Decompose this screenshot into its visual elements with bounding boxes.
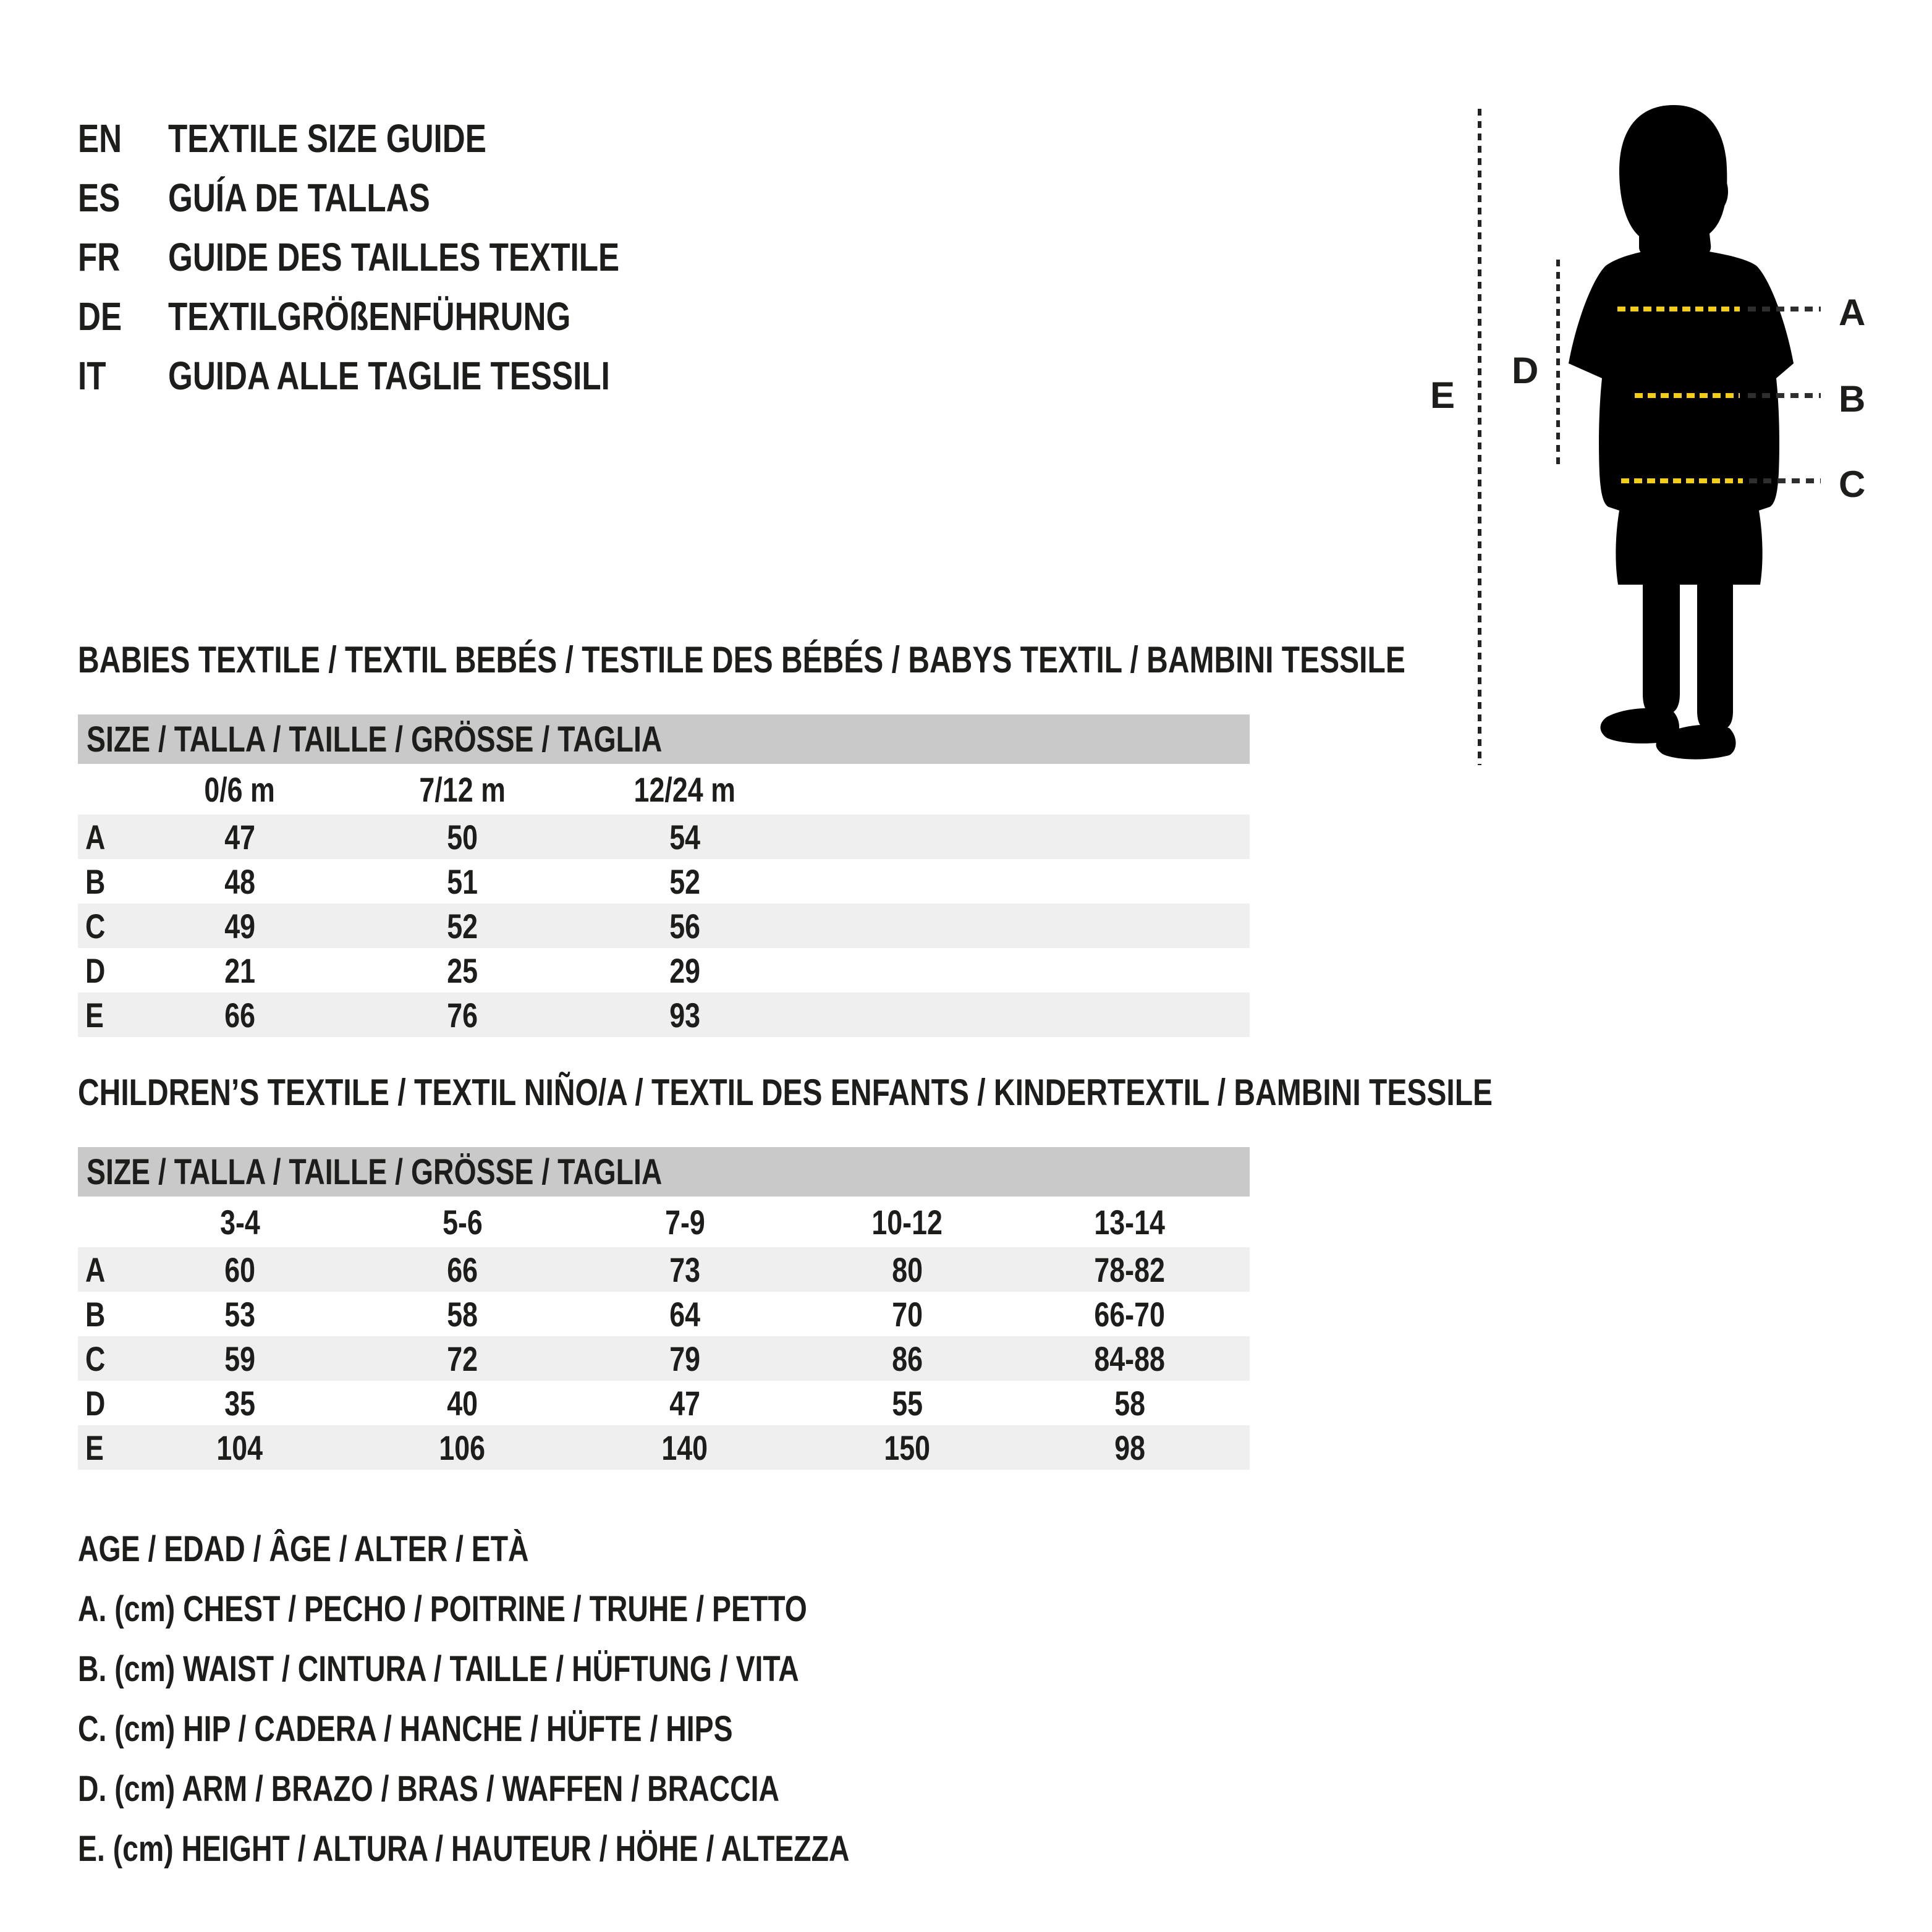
cell-value: 60 [224, 1250, 255, 1289]
figure-label-C: C [1839, 464, 1866, 505]
babies-column-header: 7/12 m [419, 769, 506, 809]
row-label: A [85, 1250, 106, 1289]
children-column-header: 7-9 [664, 1202, 705, 1242]
language-title: GUIDE DES TAILLES TEXTILE [168, 235, 620, 279]
arm-measure-dotted-line-D [1556, 260, 1560, 470]
cell-value: 84-88 [1094, 1339, 1166, 1378]
silhouette-torso [1569, 247, 1794, 585]
cell-value: 66 [224, 995, 255, 1035]
chest-line-A-yellow [1617, 307, 1740, 311]
language-row [78, 227, 732, 287]
cell-value: 104 [216, 1428, 263, 1467]
figure-label-E: E [1430, 375, 1455, 416]
language-row [78, 287, 732, 346]
language-code: ES [78, 176, 121, 220]
babies-size-header-bar [78, 714, 1250, 764]
hip-line-C-extension [1749, 478, 1821, 483]
cell-value: 52 [669, 862, 700, 901]
babies-column-header: 0/6 m [204, 769, 276, 809]
cell-value: 76 [447, 995, 478, 1035]
children-column-header: 10-12 [871, 1202, 943, 1242]
silhouette-hair [1701, 171, 1728, 213]
row-label: C [85, 906, 106, 946]
children-column-header: 5-6 [442, 1202, 483, 1242]
legend-text: D. (cm) ARM / BRAZO / BRAS / WAFFEN / BRACCIA [78, 1769, 780, 1809]
children-size-header-bar [78, 1147, 1250, 1197]
children-heading-text: CHILDREN’S TEXTILE / TEXTIL NIÑO/A / TEXTIL DES ENFANTS / KINDERTEXTIL / BAMBINI TESSILE [78, 1072, 1493, 1113]
table-row [78, 993, 1250, 1037]
cell-value: 70 [892, 1294, 923, 1334]
row-label: C [85, 1339, 106, 1378]
cell-value: 56 [669, 906, 700, 946]
legend-line-height [78, 1819, 1043, 1879]
row-label: D [85, 1383, 106, 1423]
cell-value: 72 [447, 1339, 478, 1378]
babies-column-header: 12/24 m [633, 769, 736, 809]
legend-line-age [78, 1519, 1043, 1579]
cell-value: 150 [884, 1428, 931, 1467]
table-row [78, 1425, 1250, 1470]
table-row [78, 815, 1250, 859]
language-code: DE [78, 294, 122, 339]
cell-value: 53 [224, 1294, 255, 1334]
legend-text: AGE / EDAD / ÂGE / ALTER / ETÀ [78, 1529, 529, 1569]
legend-line-hip [78, 1699, 1043, 1759]
language-title: GUÍA DE TALLAS [168, 176, 430, 220]
figure-label-D: D [1512, 350, 1539, 391]
cell-value: 93 [669, 995, 700, 1035]
children-column-header-row [78, 1197, 1250, 1247]
cell-value: 59 [224, 1339, 255, 1378]
table-row [78, 948, 1250, 993]
legend-line-arm [78, 1759, 1043, 1819]
cell-value: 40 [447, 1383, 478, 1423]
cell-value: 78-82 [1094, 1250, 1166, 1289]
language-title: TEXTILE SIZE GUIDE [168, 116, 486, 161]
legend-text: B. (cm) WAIST / CINTURA / TAILLE / HÜFTUNG / VITA [78, 1649, 799, 1689]
waist-line-B-yellow [1635, 393, 1740, 398]
cell-value: 58 [447, 1294, 478, 1334]
cell-value: 54 [669, 817, 700, 857]
cell-value: 47 [224, 817, 255, 857]
cell-value: 21 [224, 951, 255, 990]
cell-value: 49 [224, 906, 255, 946]
table-row [78, 1381, 1250, 1425]
cell-value: 140 [661, 1428, 708, 1467]
babies-size-table [78, 714, 1250, 1037]
language-code: FR [78, 235, 121, 279]
row-label: B [85, 862, 106, 901]
cell-value: 48 [224, 862, 255, 901]
legend-text: C. (cm) HIP / CADERA / HANCHE / HÜFTE / HIPS [78, 1709, 733, 1749]
cell-value: 50 [447, 817, 478, 857]
children-column-header: 3-4 [219, 1202, 260, 1242]
cell-value: 52 [447, 906, 478, 946]
row-label: D [85, 951, 106, 990]
hip-line-C-yellow [1621, 478, 1743, 483]
cell-value: 80 [892, 1250, 923, 1289]
cell-value: 73 [669, 1250, 700, 1289]
language-code: EN [78, 116, 122, 161]
children-size-header-text: SIZE / TALLA / TAILLE / GRÖSSE / TAGLIA [87, 1151, 663, 1192]
legend-text: A. (cm) CHEST / PECHO / POITRINE / TRUHE / PETTO [78, 1589, 807, 1629]
language-row [78, 346, 732, 405]
cell-value: 106 [439, 1428, 486, 1467]
cell-value: 29 [669, 951, 700, 990]
cell-value: 58 [1114, 1383, 1145, 1423]
babies-column-header-row [78, 764, 1250, 815]
cell-value: 98 [1114, 1428, 1145, 1467]
children-heading [78, 1073, 1846, 1112]
table-row [78, 1247, 1250, 1292]
cell-value: 55 [892, 1383, 923, 1423]
language-row [78, 109, 732, 168]
language-title-block [78, 109, 732, 405]
row-label: B [85, 1294, 106, 1334]
children-column-header: 13-14 [1094, 1202, 1166, 1242]
babies-heading [78, 640, 1737, 680]
table-row [78, 1336, 1250, 1381]
waist-line-B-extension [1748, 393, 1821, 398]
cell-value: 35 [224, 1383, 255, 1423]
row-label: E [85, 1428, 104, 1467]
cell-value: 64 [669, 1294, 700, 1334]
table-row [78, 904, 1250, 948]
cell-value: 79 [669, 1339, 700, 1378]
babies-size-header-text: SIZE / TALLA / TAILLE / GRÖSSE / TAGLIA [87, 719, 663, 760]
row-label: E [85, 995, 104, 1035]
cell-value: 86 [892, 1339, 923, 1378]
cell-value: 25 [447, 951, 478, 990]
row-label: A [85, 817, 106, 857]
cell-value: 47 [669, 1383, 700, 1423]
language-code: IT [78, 354, 106, 398]
cell-value: 51 [447, 862, 478, 901]
table-row [78, 859, 1250, 904]
babies-heading-text: BABIES TEXTILE / TEXTIL BEBÉS / TESTILE DES BÉBÉS / BABYS TEXTIL / BAMBINI TESSILE [78, 639, 1405, 680]
figure-label-B: B [1839, 378, 1866, 420]
language-row [78, 168, 732, 227]
table-row [78, 1292, 1250, 1336]
language-title: TEXTILGRÖßENFÜHRUNG [168, 294, 571, 339]
legend-line-chest [78, 1579, 1043, 1639]
figure-label-A: A [1839, 292, 1866, 333]
chest-line-A-extension [1748, 307, 1821, 311]
language-title: GUIDA ALLE TAGLIE TESSILI [168, 354, 610, 398]
cell-value: 66-70 [1094, 1294, 1166, 1334]
measurement-legend [78, 1519, 1043, 1879]
legend-line-waist [78, 1639, 1043, 1699]
legend-text: E. (cm) HEIGHT / ALTURA / HAUTEUR / HÖHE / ALTEZZA [78, 1829, 850, 1869]
cell-value: 66 [447, 1250, 478, 1289]
children-size-table [78, 1147, 1250, 1470]
